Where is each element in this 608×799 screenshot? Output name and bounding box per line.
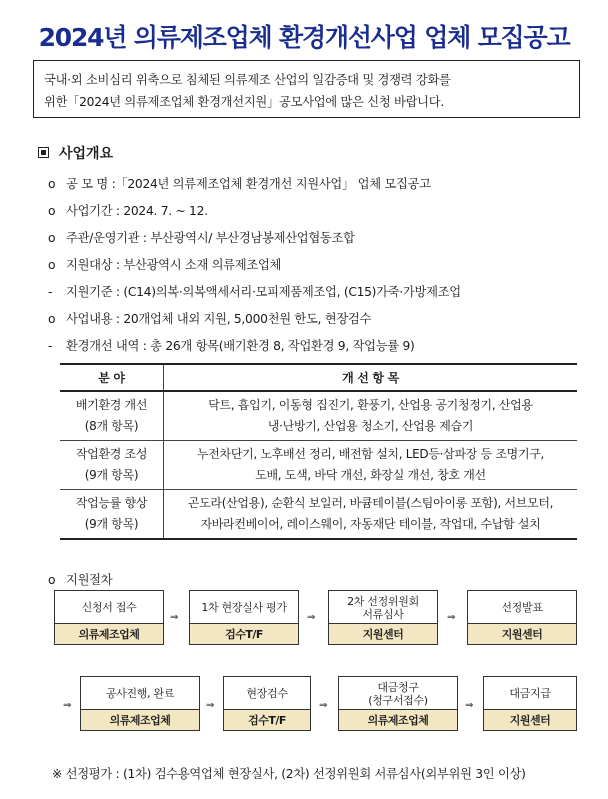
improvement-table: [60, 363, 577, 540]
flow-step-actor: 지원센터: [468, 623, 576, 644]
flow-step-label: 선정발표: [501, 601, 543, 614]
overview-item: o 사업내용 : 20개업체 내외 지원, 5,000천원 한도, 현장검수: [48, 312, 372, 326]
flow-step-actor: 의류제조업체: [339, 709, 457, 730]
table-cell-items: 곤도라(산업용), 순환식 보일러, 바큠테이블(스팀아이롱 포함), 서브모터, 자바라컨베이어, 레이스웨이, 자동재단 테이블, 작업대, 수납함 설치: [164, 490, 578, 540]
flow-step-label: 현장검수: [246, 687, 288, 700]
overview-heading: 사업개요: [38, 143, 113, 163]
table-row: [60, 490, 577, 540]
right-arrow-icon: ⇒: [465, 700, 474, 711]
table-header: 분 야: [60, 364, 164, 391]
flow-step-actor: 검수T/F: [190, 623, 298, 644]
intro-line-1: 국내·외 소비심리 위축으로 침체된 의류제조 산업의 일감증대 및 경쟁력 강화를: [44, 73, 451, 87]
table-header: 개 선 항 목: [164, 364, 578, 391]
intro-line-2: 위한「2024년 의류제조업체 환경개선지원」공모사업에 많은 신청 바랍니다.: [44, 95, 444, 109]
flow-step-actor: 의류제조업체: [55, 623, 163, 644]
table-row: [60, 441, 577, 490]
procedure-heading: o 지원절차: [48, 573, 113, 587]
overview-item: o 지원대상 : 부산광역시 소재 의류제조업체: [48, 258, 282, 272]
overview-item: o 주관/운영기관 : 부산광역시/ 부산경남봉제산업협동조합: [48, 231, 355, 245]
right-arrow-icon: ⇒: [447, 612, 456, 623]
flow-step-box: [483, 676, 577, 731]
table-row: [60, 391, 577, 441]
overview-item: o 사업기간 : 2024. 7. ~ 12.: [48, 204, 208, 218]
overview-item: - 지원기준 : (C14)의복·의복액세서리·모피제품제조업, (C15)가죽·가방제조업: [48, 285, 461, 299]
flow-step-actor: 의류제조업체: [81, 709, 199, 730]
right-arrow-icon: ⇒: [170, 612, 179, 623]
overview-item: - 환경개선 내역 : 총 26개 항목(배기환경 8, 작업환경 9, 작업능률 9): [48, 339, 415, 353]
flow-step-label: 대금청구 (청구서접수): [368, 680, 428, 707]
flow-step-label: 공사진행, 완료: [105, 687, 175, 700]
flow-step-box: [54, 590, 164, 645]
flow-step-box: [223, 676, 311, 731]
flow-step-label: 신청서 접수: [81, 601, 137, 614]
footnote: ※ 선정평가 : (1차) 검수용역업체 현장실사, (2차) 선정위원회 서류심사(외부위원 3인 이상): [52, 767, 526, 781]
flow-step-actor: 검수T/F: [224, 709, 310, 730]
flow-step-box: [189, 590, 299, 645]
flow-step-label: 2차 선정위원회 서류심사: [347, 594, 419, 621]
square-bullet-icon: [38, 147, 49, 158]
page-title: 2024년 의류제조업체 환경개선사업 업체 모집공고: [38, 23, 570, 52]
flow-step-box: [467, 590, 577, 645]
right-arrow-icon: ⇒: [307, 612, 316, 623]
intro-box: [33, 60, 580, 118]
table-cell-category: 작업환경 조성 (9개 항목): [60, 441, 164, 490]
table-cell-items: 닥트, 흡입기, 이동형 집진기, 환풍기, 산업용 공기청정기, 산업용 냉·난방기, 산업용 청소기, 산업용 제습기: [164, 391, 578, 441]
table-cell-items: 누전차단기, 노후배선 정리, 배전함 설치, LED등·삼파장 등 조명기구, 도배, 도색, 바닥 개선, 화장실 개선, 창호 개선: [164, 441, 578, 490]
flow-step-actor: 지원센터: [329, 623, 437, 644]
flow-step-label: 1차 현장실사 평가: [201, 601, 287, 614]
table-cell-category: 작업능률 향상 (9개 항목): [60, 490, 164, 540]
flow-step-label: 대금지급: [509, 687, 551, 700]
right-arrow-icon: ⇒: [319, 700, 328, 711]
table-cell-category: 배기환경 개선 (8개 항목): [60, 391, 164, 441]
overview-item: o 공 모 명 :「2024년 의류제조업체 환경개선 지원사업」 업체 모집공고: [48, 177, 431, 191]
flow-step-box: [328, 590, 438, 645]
flow-step-box: [80, 676, 200, 731]
table-header-row: [60, 364, 577, 391]
flow-step-actor: 지원센터: [484, 709, 576, 730]
flow-step-box: [338, 676, 458, 731]
right-arrow-icon: ⇒: [206, 700, 215, 711]
right-arrow-icon: ⇒: [63, 700, 72, 711]
